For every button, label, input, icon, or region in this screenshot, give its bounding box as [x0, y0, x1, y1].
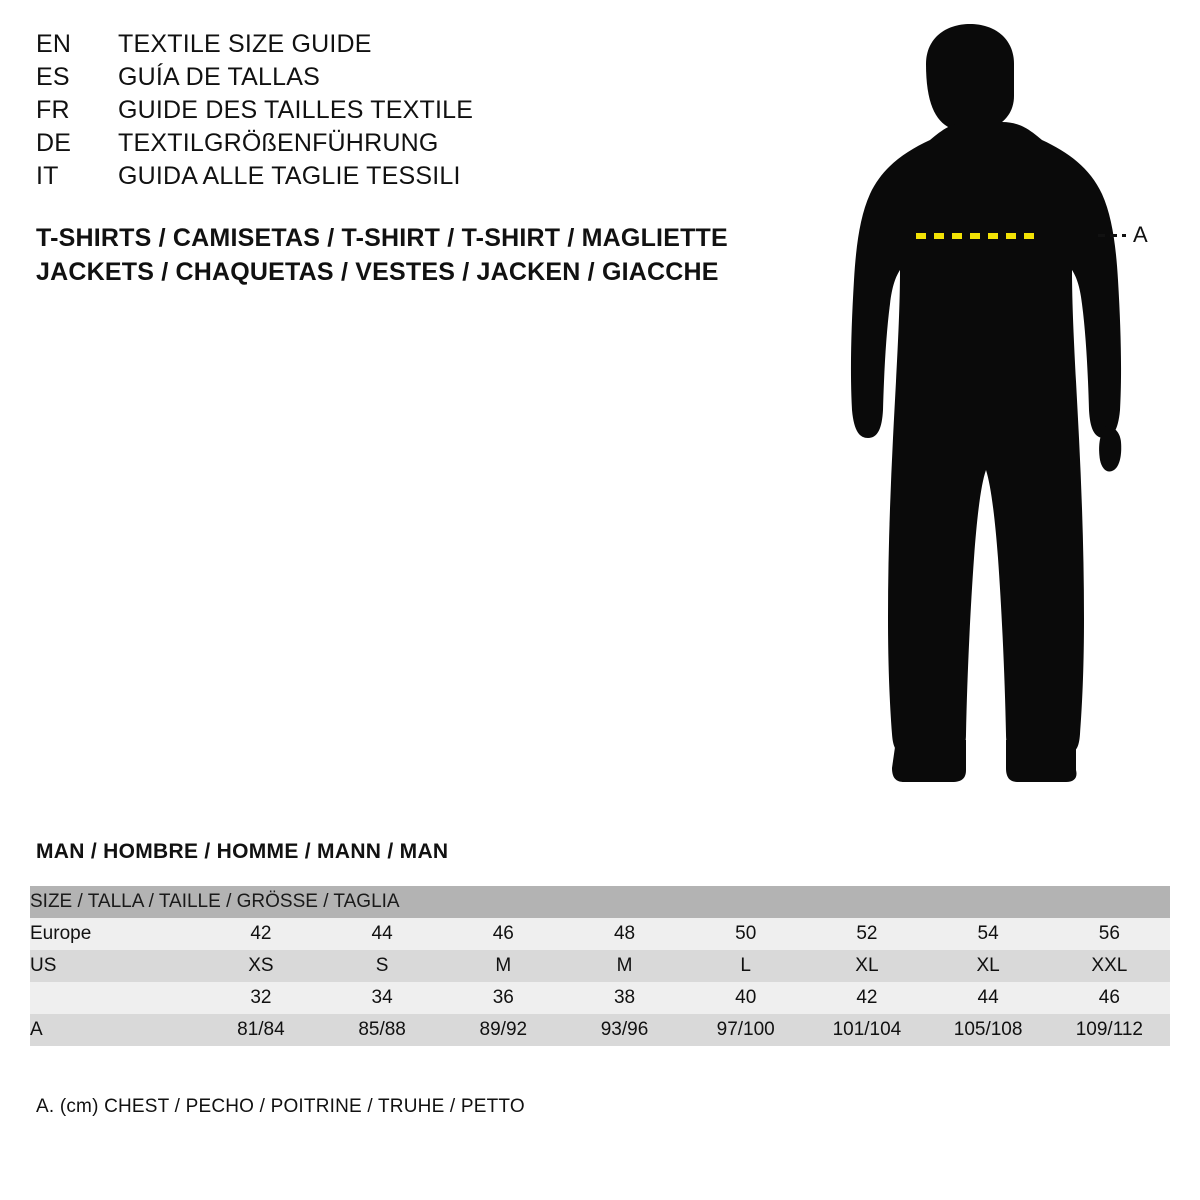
- table-cell: 44: [928, 982, 1049, 1014]
- language-title: TEXTILGRÖßENFÜHRUNG: [118, 129, 439, 157]
- row-label-europe: Europe: [30, 918, 200, 950]
- table-cell: M: [443, 950, 564, 982]
- row-label-blank: [30, 982, 200, 1014]
- table-cell: 32: [200, 982, 321, 1014]
- footnote-chest: A. (cm) CHEST / PECHO / POITRINE / TRUHE / PETTO: [36, 1096, 525, 1117]
- garment-type-list: [36, 221, 796, 289]
- table-cell: 81/84: [200, 1014, 321, 1046]
- table-cell: 38: [564, 982, 685, 1014]
- table-cell: XL: [806, 950, 927, 982]
- language-title: GUIDA ALLE TAGLIE TESSILI: [118, 162, 461, 190]
- callout-dash-icon: [1098, 234, 1126, 237]
- table-cell: M: [564, 950, 685, 982]
- language-title: GUÍA DE TALLAS: [118, 63, 320, 91]
- language-title: GUIDE DES TAILLES TEXTILE: [118, 96, 474, 124]
- chest-callout: [1098, 222, 1148, 248]
- table-row: [30, 950, 1170, 982]
- table-cell: 101/104: [806, 1014, 927, 1046]
- body-silhouette-figure: [820, 18, 1180, 788]
- table-cell: L: [685, 950, 806, 982]
- language-code: IT: [36, 162, 59, 190]
- table-cell: 93/96: [564, 1014, 685, 1046]
- section-title-man: MAN / HOMBRE / HOMME / MANN / MAN: [36, 840, 449, 863]
- table-cell: 46: [1049, 982, 1170, 1014]
- table-cell: 44: [322, 918, 443, 950]
- table-cell: 97/100: [685, 1014, 806, 1046]
- table-cell: 56: [1049, 918, 1170, 950]
- size-table: [30, 886, 1170, 1046]
- table-row: [30, 1014, 1170, 1046]
- table-cell: 40: [685, 982, 806, 1014]
- language-row: [36, 160, 736, 193]
- language-code: EN: [36, 30, 72, 58]
- table-cell: XL: [928, 950, 1049, 982]
- language-row: [36, 94, 736, 127]
- language-row: [36, 28, 736, 61]
- language-title: TEXTILE SIZE GUIDE: [118, 30, 372, 58]
- table-cell: 34: [322, 982, 443, 1014]
- table-cell: XS: [200, 950, 321, 982]
- language-list: [36, 28, 736, 193]
- callout-label: A: [1133, 222, 1148, 247]
- table-cell: 89/92: [443, 1014, 564, 1046]
- language-code: ES: [36, 63, 70, 91]
- table-cell: S: [322, 950, 443, 982]
- row-label-a: A: [30, 1014, 200, 1046]
- language-row: [36, 61, 736, 94]
- table-row: [30, 982, 1170, 1014]
- garment-type-jackets: JACKETS / CHAQUETAS / VESTES / JACKEN / GIACCHE: [36, 258, 719, 286]
- table-header-label: SIZE / TALLA / TAILLE / GRÖSSE / TAGLIA: [30, 886, 1170, 918]
- language-row: [36, 127, 736, 160]
- man-silhouette-icon: [820, 18, 1180, 788]
- table-cell: XXL: [1049, 950, 1170, 982]
- table-cell: 52: [806, 918, 927, 950]
- table-cell: 46: [443, 918, 564, 950]
- table-cell: 85/88: [322, 1014, 443, 1046]
- garment-type-tshirts: T-SHIRTS / CAMISETAS / T-SHIRT / T-SHIRT / MAGLIETTE: [36, 224, 728, 252]
- language-code: DE: [36, 129, 72, 157]
- row-label-us: US: [30, 950, 200, 982]
- table-cell: 50: [685, 918, 806, 950]
- table-row: [30, 918, 1170, 950]
- language-code: FR: [36, 96, 70, 124]
- table-header-row: [30, 886, 1170, 918]
- table-cell: 42: [200, 918, 321, 950]
- table-cell: 54: [928, 918, 1049, 950]
- table-cell: 105/108: [928, 1014, 1049, 1046]
- table-cell: 109/112: [1049, 1014, 1170, 1046]
- table-cell: 48: [564, 918, 685, 950]
- table-cell: 36: [443, 982, 564, 1014]
- table-cell: 42: [806, 982, 927, 1014]
